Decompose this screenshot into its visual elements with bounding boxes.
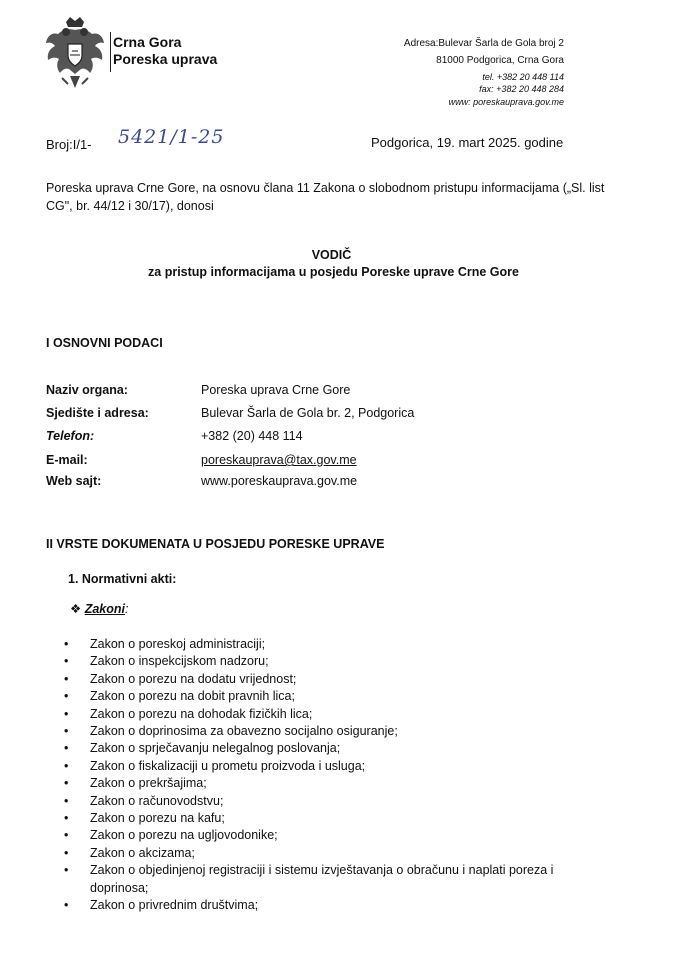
header-website: www: poreskauprava.gov.me (448, 97, 564, 107)
bullet-icon: • (64, 863, 69, 878)
law-text: Zakon o privrednim društvima; (90, 898, 259, 913)
handwritten-reference-number: 5421/1-25 (118, 126, 225, 148)
list-item (64, 827, 584, 844)
list-item (64, 671, 584, 688)
field-value-address: Bulevar Šarla de Gola br. 2, Podgorica (201, 406, 415, 420)
field-label-website: Web sajt: (46, 474, 102, 488)
list-item (64, 636, 584, 653)
list-item (64, 897, 584, 914)
law-text: Zakon o doprinosima za obavezno socijalno osiguranje; (90, 724, 398, 739)
law-text: Zakon o porezu na kafu; (90, 811, 225, 826)
section-heading-document-types: II VRSTE DOKUMENATA U POSJEDU PORESKE UPRAVE (46, 537, 385, 551)
bullet-icon: • (64, 776, 69, 791)
bullet-icon: • (64, 811, 69, 826)
list-item (64, 810, 584, 827)
header-divider (110, 32, 111, 72)
law-text: Zakon o porezu na ugljovodonike; (90, 828, 278, 843)
law-text: Zakon o fiskalizaciji u prometu proizvoda i usluga; (90, 758, 366, 773)
law-text: Zakon o akcizama; (90, 845, 195, 860)
diamond-bullet-icon: ❖ (70, 602, 82, 616)
org-name-line2: Poreska uprava (113, 51, 218, 67)
bullet-icon: • (64, 724, 69, 739)
laws-label: Zakoni (84, 602, 125, 616)
montenegro-coat-of-arms-icon (44, 16, 106, 90)
law-text: Zakon o porezu na dodatu vrijednost; (90, 671, 297, 686)
list-item (64, 862, 584, 897)
laws-list (64, 636, 584, 915)
bullet-icon: • (64, 898, 69, 913)
section-heading-basic-data: I OSNOVNI PODACI (46, 336, 163, 350)
bullet-icon: • (64, 793, 69, 808)
list-item (64, 653, 584, 670)
law-text: Zakon o porezu na dobit pravnih lica; (90, 689, 295, 704)
bullet-icon: • (64, 671, 69, 686)
intro-paragraph: Poreska uprava Crne Gore, na osnovu člana 11 Zakona o slobodnom pristupu informacijama („Sl. list CG", br. 44/12 i 30/17), donosi (46, 181, 605, 213)
field-value-website: www.poreskauprava.gov.me (201, 474, 358, 488)
field-label-organ-name: Naziv organa: (46, 383, 128, 397)
document-date: Podgorica, 19. mart 2025. godine (371, 135, 564, 150)
law-text: Zakon o računovodstvu; (90, 793, 224, 808)
list-item (64, 706, 584, 723)
list-item (64, 793, 584, 810)
law-text: Zakon o poreskoj administraciji; (90, 637, 266, 651)
list-item (64, 740, 584, 757)
header-address-line: Adresa:Bulevar Šarla de Gola broj 2 (403, 38, 564, 49)
field-label-email: E-mail: (46, 453, 88, 467)
list-item (64, 688, 584, 705)
bullet-icon: • (64, 654, 69, 669)
document-subtitle: za pristup informacijama u posjedu Poreske uprave Crne Gore (148, 265, 519, 279)
law-text: Zakon o prekršajima; (90, 776, 207, 791)
field-value-organ-name: Poreska uprava Crne Gore (201, 383, 351, 397)
bullet-icon: • (64, 689, 69, 704)
list-item (64, 775, 584, 792)
law-text: Zakon o objedinjenoj registraciji i sistemu izvještavanja o obračunu i naplati poreza i doprinosa; (90, 863, 554, 895)
subheading-normative-acts: 1. Normativni akti: (68, 572, 177, 586)
law-text: Zakon o inspekcijskom nadzoru; (90, 654, 269, 669)
bullet-icon: • (64, 741, 69, 756)
reference-number-label: Broj:I/1- (46, 137, 92, 152)
email-link[interactable]: poreskauprava@tax.gov.me (201, 453, 357, 467)
field-label-address: Sjedište i adresa: (46, 406, 149, 420)
law-text: Zakon o porezu na dohodak fizičkih lica; (90, 706, 313, 721)
header-address-line: 81000 Podgorica, Crna Gora (436, 55, 564, 66)
document-title: VODIČ (311, 248, 352, 262)
list-item (64, 723, 584, 740)
org-name-line1: Crna Gora (113, 34, 182, 50)
list-item (64, 758, 584, 775)
header-fax: fax: +382 20 448 284 (479, 84, 564, 94)
bullet-icon: • (64, 637, 69, 651)
field-value-phone: +382 (20) 448 114 (201, 429, 303, 443)
bullet-icon: • (64, 828, 69, 843)
list-item (64, 845, 584, 862)
laws-label-colon: : (125, 602, 129, 616)
header-phone: tel. +382 20 448 114 (482, 72, 564, 82)
bullet-icon: • (64, 706, 69, 721)
laws-subheading (70, 601, 128, 616)
bullet-icon: • (64, 758, 69, 773)
bullet-icon: • (64, 845, 69, 860)
law-text: Zakon o sprječavanju nelegalnog poslovanja; (90, 741, 341, 756)
field-label-phone: Telefon: (46, 429, 95, 443)
